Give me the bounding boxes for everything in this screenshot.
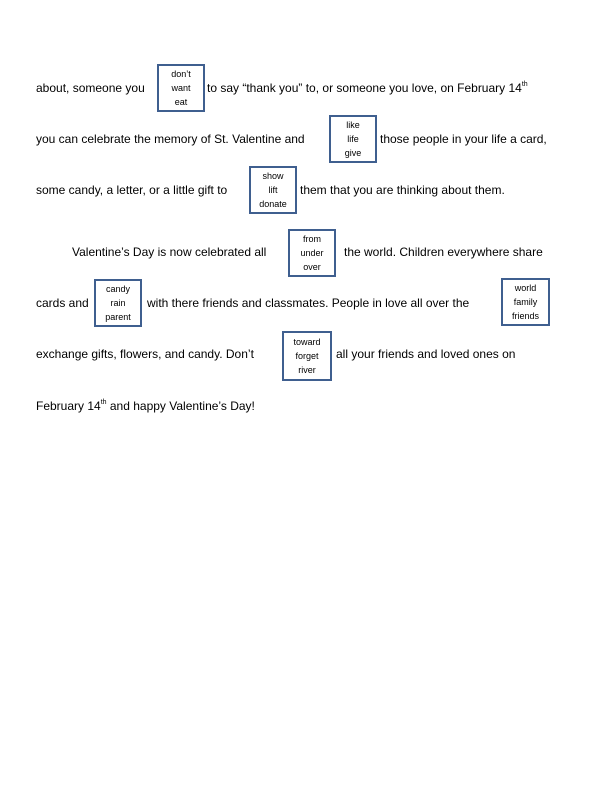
sentence-line-6-start: exchange gifts, flowers, and candy. Don’t [36, 347, 254, 361]
sentence-line-7 [36, 399, 255, 413]
choice-option[interactable]: over [303, 262, 321, 272]
line-1-text: to say “thank you” to, or someone you love, on February 14 [207, 81, 522, 95]
word-choice-box-4[interactable] [288, 229, 336, 277]
word-choice-box-6[interactable] [501, 278, 550, 326]
sentence-line-1-start: about, someone you [36, 81, 145, 95]
ordinal-suffix: th [100, 399, 107, 406]
sentence-line-4-end: the world. Children everywhere share [344, 245, 543, 259]
choice-option[interactable]: eat [174, 97, 188, 107]
choice-option[interactable]: family [513, 297, 538, 307]
choice-option[interactable]: parent [105, 312, 131, 322]
choice-option[interactable]: world [514, 283, 537, 293]
line-7-end: and happy Valentine’s Day! [106, 399, 255, 413]
choice-option[interactable]: candy [105, 284, 131, 294]
word-choice-box-2[interactable] [329, 115, 377, 163]
choice-option[interactable]: rain [110, 298, 126, 308]
choice-option[interactable]: donate [259, 199, 287, 209]
choice-option[interactable]: like [346, 120, 360, 130]
choice-option[interactable]: give [344, 148, 362, 158]
choice-option[interactable]: from [303, 234, 321, 244]
choice-option[interactable]: toward [293, 337, 321, 347]
sentence-line-6-end: all your friends and loved ones on [336, 347, 516, 361]
sentence-line-3-end: them that you are thinking about them. [300, 183, 505, 197]
word-choice-box-7[interactable] [282, 331, 332, 381]
word-choice-box-1[interactable] [157, 64, 205, 112]
sentence-line-2-start: you can celebrate the memory of St. Valentine and [36, 132, 305, 146]
choice-option[interactable]: forget [295, 351, 319, 361]
sentence-line-4-start: Valentine’s Day is now celebrated all [72, 245, 267, 259]
sentence-line-1-end [207, 81, 528, 95]
sentence-line-5-start: cards and [36, 296, 89, 310]
choice-option[interactable]: show [262, 171, 284, 181]
sentence-line-3-start: some candy, a letter, or a little gift to [36, 183, 228, 197]
choice-option[interactable]: lift [268, 185, 278, 195]
choice-option[interactable]: want [171, 83, 191, 93]
choice-option[interactable]: under [300, 248, 324, 258]
sentence-line-5-middle: with there friends and classmates. People in love all over the [147, 296, 470, 310]
choice-option[interactable]: life [347, 134, 359, 144]
word-choice-box-3[interactable] [249, 166, 297, 214]
choice-option[interactable]: friends [511, 311, 539, 321]
line-7-start: February 14 [36, 399, 101, 413]
choice-option[interactable]: don’t [171, 69, 191, 79]
ordinal-suffix: th [521, 81, 528, 88]
word-choice-box-5[interactable] [94, 279, 142, 327]
sentence-line-2-end: those people in your life a card, [380, 132, 547, 146]
choice-option[interactable]: river [298, 365, 316, 375]
